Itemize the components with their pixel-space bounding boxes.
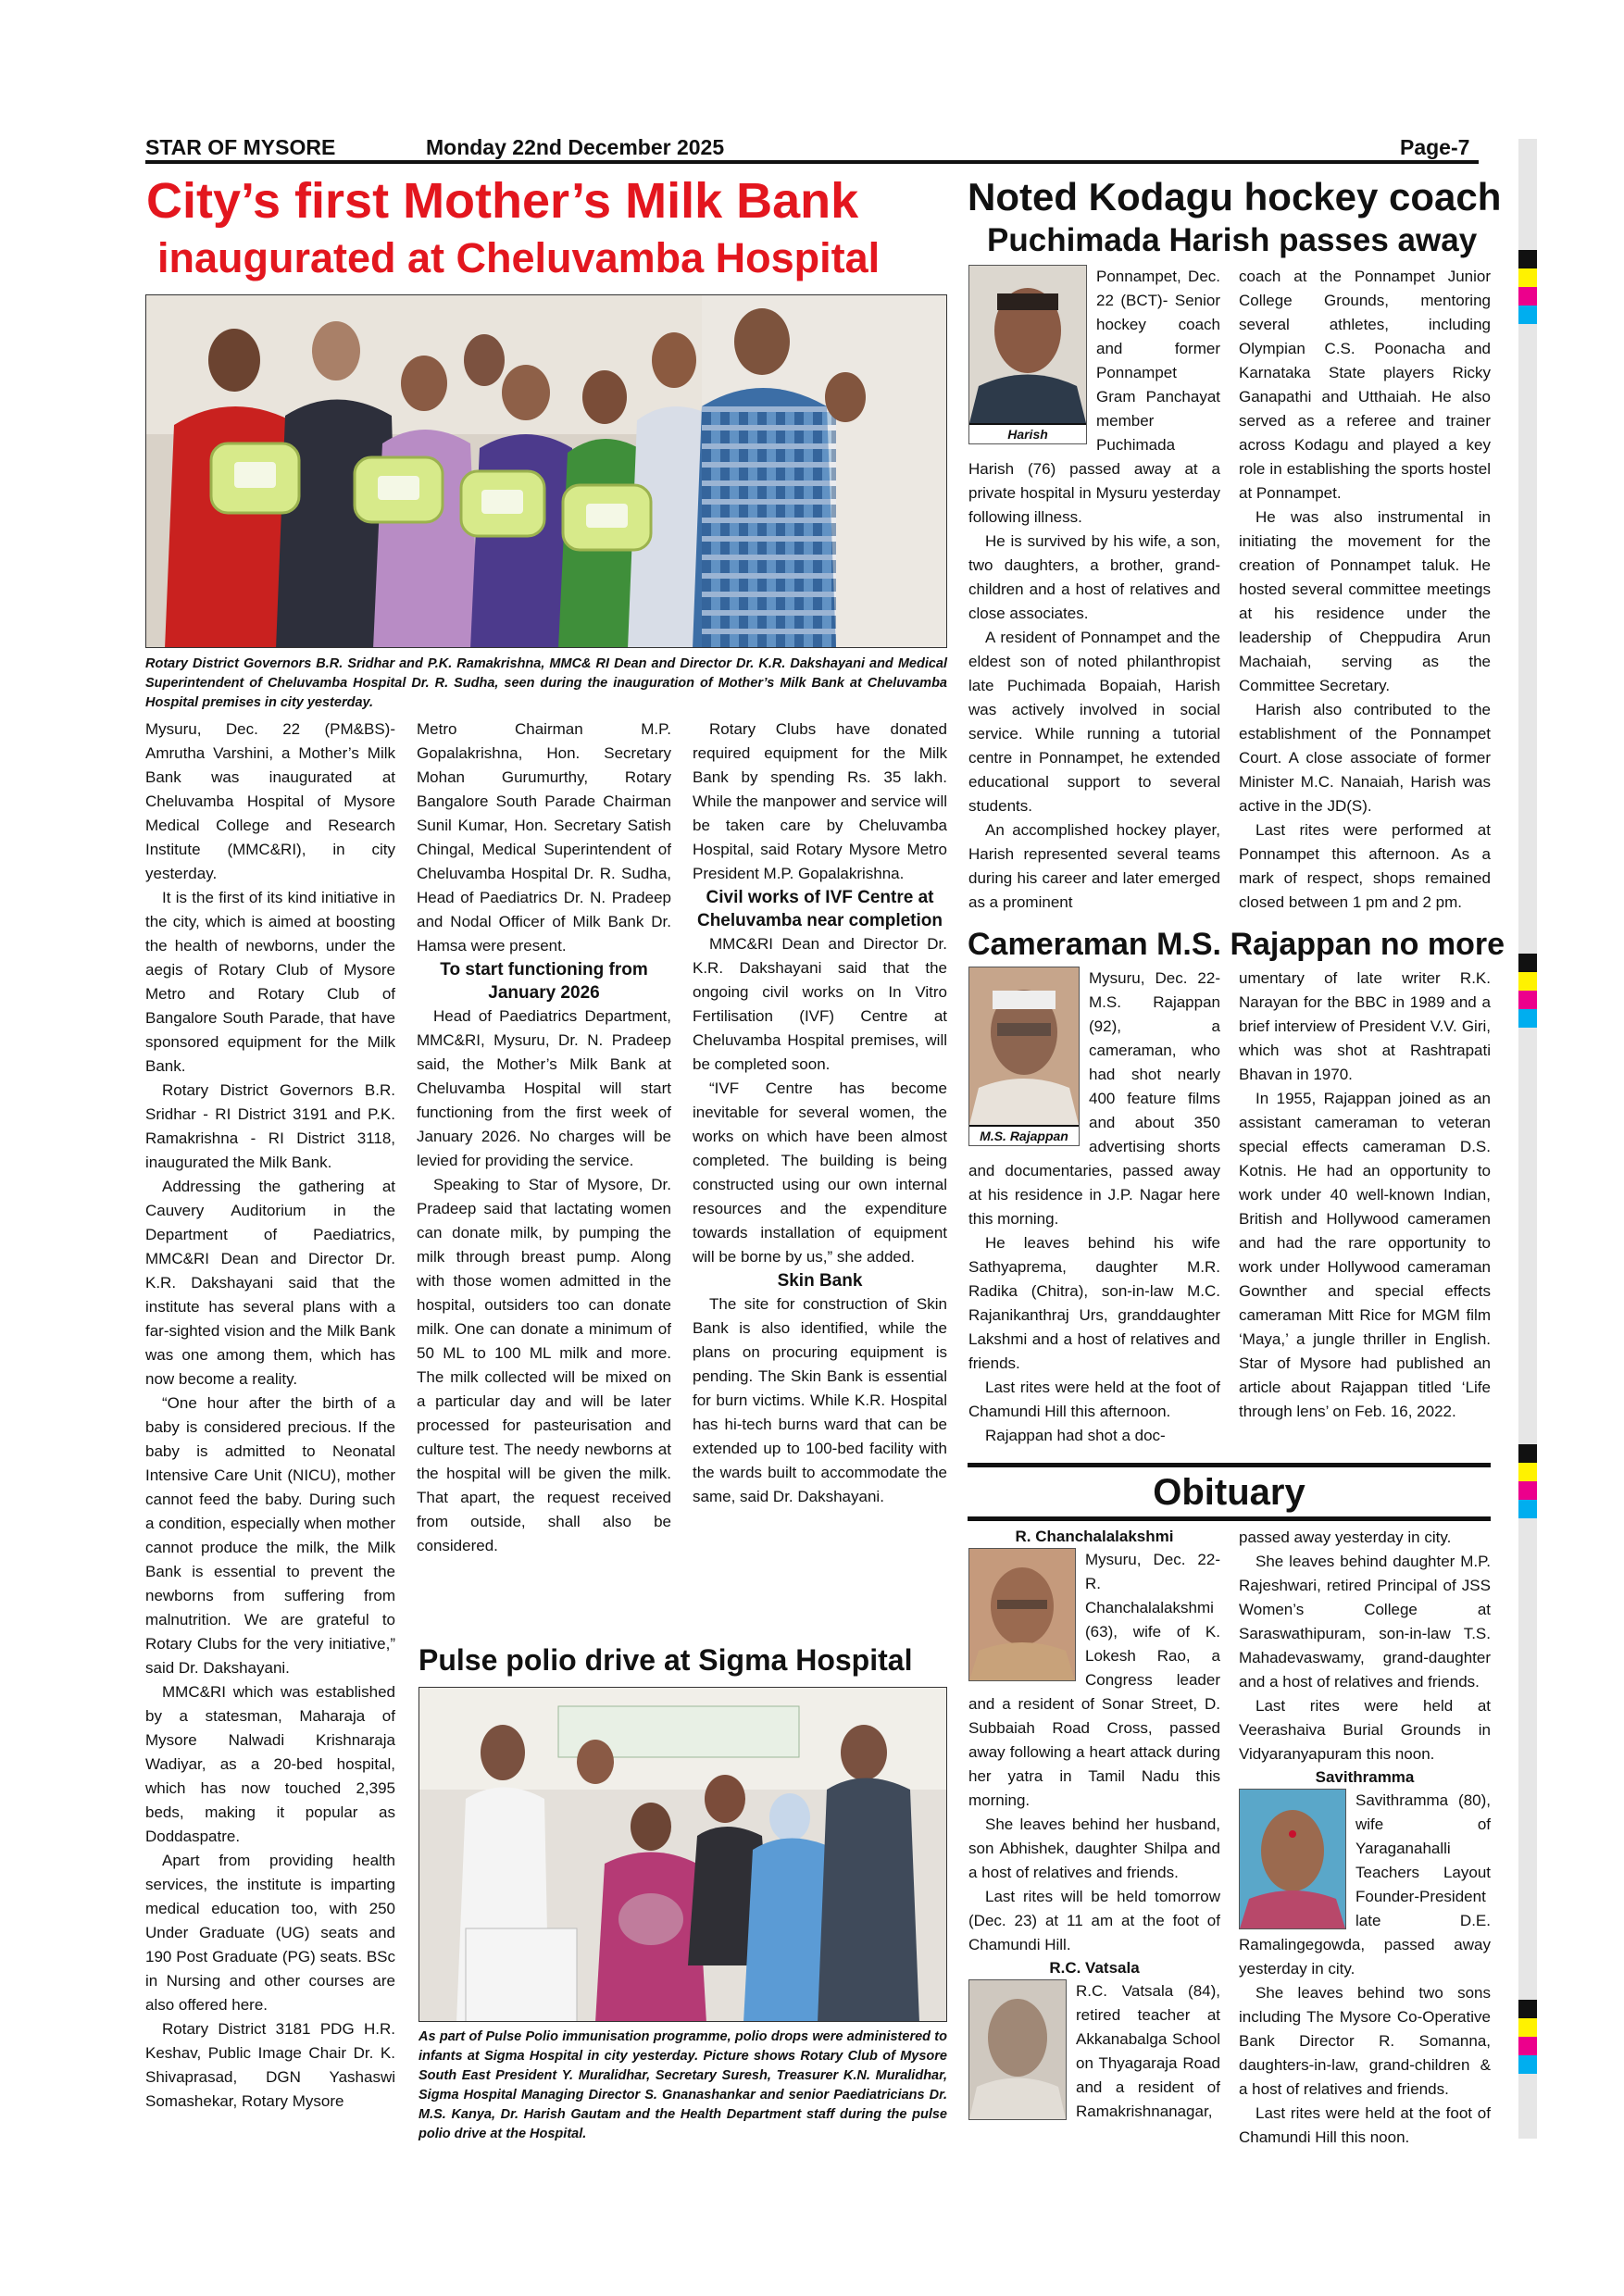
cameraman-headline: Cameraman M.S. Rajappan no more — [968, 927, 1505, 962]
paragraph: MMC&RI Dean and Director Dr. K.R. Dakshayani said that the ongoing civil works on In Vitro Fertilisation (IVF) Centre at Cheluvamba Hospital premises, will be completed soon. — [693, 935, 947, 1073]
paragraph: Mysuru, Dec. 22 (PM&BS)- Amrutha Varshini, a Mother’s Milk Bank was inaugurated at Cheluvamba Hospital of Mysore Medical College and Research Institute (MMC&RI), in city yesterday. — [145, 720, 395, 882]
cmyk-marks — [1518, 2000, 1537, 2074]
margin-strip — [1518, 324, 1537, 954]
paragraph: Rotary Clubs have donated required equipment for the Milk Bank by spending Rs. 35 lakh. While the manpower and service will be taken care by Cheluvamba Hospital, said Rotary Mysore Metro President M.P. Gopalakrishna. — [693, 720, 947, 882]
paragraph: The site for construction of Skin Bank is also identified, while the plans on procuring equipment is pending. The Skin Bank is essential for burn victims. While K.R. Hospital has hi-tech burns ward that can be extended up to 100-bed facility with the wards built to accommodate the same, said Dr. Dakshayani. — [693, 1295, 947, 1505]
header-rule — [145, 160, 1479, 164]
chanchalalakshmi-portrait — [968, 1548, 1076, 1681]
paragraph: Savithramma (80), wife of Yaraganahalli Teachers Layout Founder-President late D.E. Ramalingegowda, passed away yesterday in city. — [1239, 1791, 1491, 1978]
vatsala-portrait — [968, 1979, 1067, 2120]
paragraph: Harish also contributed to the establishment of the Ponnampet Court. A close associate of former Minister M.C. Nanaiah, Harish was active in the JD(S). — [1239, 701, 1491, 815]
milk-bank-column-1 — [145, 718, 395, 2171]
cmyk-marks — [1518, 1444, 1537, 1518]
paragraph: “IVF Centre has become inevitable for several women, the works on which have been almost completed. The building is being constructed using our own internal resources and the expenditure towards installation of equipment will be borne by us,” she added. — [693, 1079, 947, 1266]
cmyk-marks — [1518, 250, 1537, 324]
milk-bank-headline-line1: City’s first Mother’s Milk Bank — [146, 173, 859, 229]
paragraph: He was also instrumental in initiating the movement for the creation of Ponnampet taluk. He hosted several committee meetings at his residence under the leadership of Cheppudira Arun Machaiah, serving as the Committee Secretary. — [1239, 508, 1491, 694]
obituary-bottom-rule — [968, 1516, 1491, 1521]
paragraph: MMC&RI which was established by a statesman, Maharaja of Mysore Nalwadi Krishnaraja Wadiyar, as a 20-bed hospital, which has now touched 2,395 beds, making it popular as Doddaspatre. — [145, 1683, 395, 1845]
newspaper-name: STAR OF MYSORE — [145, 135, 336, 159]
harish-photo — [969, 266, 1086, 423]
paragraph: “One hour after the birth of a baby is considered precious. If the baby is admitted to Neonatal Intensive Care Unit (NICU), mother cannot feed the baby. During such a condition, especially when mother cannot produce the milk, the Milk Bank is essential to prevent the newborns from suffering from malnutrition. We are grateful to Rotary Clubs for the very initiative,” said Dr. Dakshayani. — [145, 1394, 395, 1677]
obituary-name-savithramma: Savithramma — [1315, 1768, 1415, 1786]
paragraph: He is survived by his wife, a son, two daughters, a brother, grand-children and a host of relatives and close associates. — [968, 532, 1220, 622]
paragraph: He leaves behind his wife Sathyaprema, daughter M.R. Radika (Chitra), son-in-law M.C. Rajanikanthraj Urs, granddaughter Lakshmi and a host of relatives and friends. — [968, 1234, 1220, 1372]
obituary-name-vatsala: R.C. Vatsala — [1049, 1959, 1140, 1977]
savithramma-photo — [1240, 1790, 1345, 1928]
obituary-top-rule — [968, 1463, 1491, 1467]
obituary-column-1 — [968, 1526, 1220, 2183]
pulse-polio-photo-caption: As part of Pulse Polio immunisation programme, polio drops were administered to infants at Sigma Hospital in city yesterday. Picture shows Rotary Club of Mysore South East President Y. Muralidhar, Secretary Suresh, Treasurer K.N. Muralidhar, Sigma Hospital Managing Director S. Gnanashankar and senior Paediatricians Dr. M.S. Kanya, Dr. Harish Gautam and the Health Department staff during the pulse polio drive at the Hospital. — [418, 2029, 947, 2141]
harish-photo-caption: Harish — [969, 423, 1086, 443]
paragraph: Last rites were held at the foot of Chamundi Hill this noon. — [1239, 2104, 1491, 2146]
paragraph: Last rites were held at the foot of Chamundi Hill this afternoon. — [968, 1379, 1220, 1420]
pulse-polio-headline: Pulse polio drive at Sigma Hospital — [418, 1643, 913, 1677]
page-number: Page-7 — [1400, 135, 1470, 159]
paragraph: Ponnampet, Dec. 22 (BCT)- Senior hockey coach and former Ponnampet Gram Panchayat member Puchimada Harish (76) passed away at a private hospital in Mysuru yesterday following illness. — [968, 268, 1220, 526]
milk-bank-headline-line2: inaugurated at Cheluvamba Hospital — [157, 234, 881, 281]
paragraph: Last rites were performed at Ponnampet this afternoon. As a mark of respect, shops remained closed between 1 pm and 2 pm. — [1239, 821, 1491, 911]
milk-bank-inauguration-photo — [145, 294, 947, 648]
paragraph: Rotary District 3181 PDG H.R. Keshav, Public Image Chair Dr. K. Shivaprasad, DGN Yashaswi Somashekar, Rotary Mysore — [145, 2020, 395, 2110]
margin-strip — [1518, 2074, 1537, 2139]
issue-date: Monday 22nd December 2025 — [426, 135, 725, 159]
paragraph: coach at the Ponnampet Junior College Grounds, mentoring several athletes, including Olympian C.S. Poonacha and Karnataka State players Ricky Ganapathi and Utthaiah. He also served as a referee and trainer across Kodagu and played a key role in establishing the sports hostel at Ponnampet. — [1239, 268, 1491, 502]
paragraph: Apart from providing health services, the institute is imparting medical education too, with 250 Under Graduate (UG) seats and 190 Post Graduate (PG) seats. BSc in Nursing and other courses are also offered here. — [145, 1852, 395, 2014]
cameraman-column-1 — [968, 967, 1220, 1457]
margin-strip — [1518, 1518, 1537, 2000]
paragraph: An accomplished hockey player, Harish represented several teams during his career and later emerged as a prominent — [968, 821, 1220, 911]
rajappan-photo-caption: M.S. Rajappan — [969, 1125, 1079, 1145]
paragraph: Head of Paediatrics Department, MMC&RI, Mysuru, Dr. N. Pradeep said, the Mother’s Milk Bank at Cheluvamba Hospital will start functioning from the first week of January 2026. No charges will be levied for providing the service. — [417, 1007, 671, 1169]
subheading-skin-bank: Skin Bank — [777, 1271, 863, 1291]
cameraman-column-2 — [1239, 967, 1491, 1457]
milk-bank-column-3 — [693, 718, 947, 1625]
paragraph: Addressing the gathering at Cauvery Auditorium in the Department of Paediatrics, MMC&RI Dean and Director Dr. K.R. Dakshayani said that the institute has several plans with a far-sighted vision and the Milk Bank was one among them, which has now become a reality. — [145, 1178, 395, 1388]
paragraph: umentary of late writer R.K. Narayan for the BBC in 1989 and a brief interview of President V.V. Giri, which was shot at Rashtrapati Bhavan in 1970. — [1239, 969, 1491, 1083]
obituary-heading: Obituary — [1153, 1472, 1305, 1513]
paragraph: She leaves behind daughter M.P. Rajeshwari, retired Principal of JSS Women’s College at Saraswathipuram, son-in-law T.S. Mahadevaswamy, grand-daughter and a host of relatives and friends. — [1239, 1553, 1491, 1691]
paragraph: passed away yesterday in city. — [1239, 1529, 1452, 1546]
margin-strip — [1518, 139, 1537, 250]
paragraph: R.C. Vatsala (84), retired teacher at Akkanabalga School on Thyagaraja Road and a resident of Ramakrishnanagar, — [1076, 1982, 1220, 2120]
paragraph: Mysuru, Dec. 22- R. Chanchalalakshmi (63), wife of K. Lokesh Rao, a Congress leader and a resident of Sonar Street, D. Subbaiah Road Cross, passed away following a heart attack during her yatra in Tamil Nadu this morning. — [968, 1551, 1220, 1809]
paragraph: Last rites were held at Veerashaiva Burial Grounds in Vidyaranyapuram this noon. — [1239, 1697, 1491, 1763]
milk-bank-column-2 — [417, 718, 671, 1625]
paragraph: It is the first of its kind initiative in the city, which is aimed at boosting the health of newborns, under the aegis of Rotary Club of Mysore Metro and Rotary Club of Bangalore South Parade, that have sponsored equipment for the Milk Bank. — [145, 889, 395, 1075]
vatsala-photo — [969, 1980, 1066, 2119]
hockey-headline-line2: Puchimada Harish passes away — [987, 222, 1478, 258]
paragraph: Mysuru, Dec. 22- M.S. Rajappan (92), a cameraman, who had shot nearly 400 feature films and about 350 advertising shorts and documentaries, passed away at his residence in J.P. Nagar here this morning. — [968, 969, 1220, 1228]
savithramma-portrait — [1239, 1789, 1346, 1929]
cmyk-marks — [1518, 954, 1537, 1028]
hockey-headline-line1: Noted Kodagu hockey coach — [968, 175, 1502, 218]
milk-bank-photo-caption: Rotary District Governors B.R. Sridhar and P.K. Ramakrishna, MMC& RI Dean and Director Dr. K.R. Dakshayani and Medical Superintendent of Cheluvamba Hospital Dr. R. Sudha, seen during the inauguration of Mother’s Milk Bank at Cheluvamba Hospital premises in city yesterday. — [145, 656, 947, 710]
subheading-start-functioning: To start functioning from January 2026 — [440, 960, 648, 1003]
subheading-ivf-centre: Civil works of IVF Centre at Cheluvamba near completion — [696, 888, 943, 930]
obituary-name-chanchalalakshmi: R. Chanchalalakshmi — [1015, 1528, 1174, 1545]
paragraph: Rajappan had shot a doc- — [985, 1427, 1166, 1444]
margin-strip — [1518, 1028, 1537, 1444]
paragraph: She leaves behind her husband, son Abhishek, daughter Shilpa and a host of relatives and friends. — [968, 1816, 1220, 1881]
paragraph: Metro Chairman M.P. Gopalakrishna, Hon. Secretary Mohan Gurumurthy, Rotary Bangalore South Parade Chairman Sunil Kumar, Hon. Secretary Satish Chingal, Medical Superintendent of Cheluvamba Hospital Dr. R. Sudha, Head of Paediatrics Dr. N. Pradeep and Nodal Officer of Milk Bank Dr. Hamsa were present. — [417, 720, 671, 955]
rajappan-portrait — [968, 967, 1080, 1146]
hockey-column-2 — [1239, 265, 1491, 922]
paragraph: A resident of Ponnampet and the eldest son of noted philanthropist late Puchimada Bopaiah, Harish was actively involved in social service. While running a tutorial centre in Ponnampet, he extended educational support to several students. — [968, 629, 1220, 815]
paragraph: She leaves behind two sons including The Mysore Co-Operative Bank Director R. Somanna, daughters-in-law, grand-children & a host of relatives and friends. — [1239, 1984, 1491, 2098]
harish-portrait — [968, 265, 1087, 444]
paragraph: Rotary District Governors B.R. Sridhar - RI District 3191 and P.K. Ramakrishna - RI District 3118, inaugurated the Milk Bank. — [145, 1081, 395, 1171]
rajappan-photo — [969, 967, 1079, 1125]
hockey-column-1 — [968, 265, 1220, 922]
pulse-polio-photo — [418, 1687, 947, 2022]
obituary-column-2 — [1239, 1526, 1491, 2183]
paragraph: Speaking to Star of Mysore, Dr. Pradeep said that lactating women can donate milk, by pumping the milk through breast pump. Along with those women admitted in the hospital, outsiders too can donate milk. One can donate a minimum of 50 ML to 100 ML milk and more. The milk collected will be mixed on a particular day and will be later processed for pasteurisation and culture test. The needy newborns at the hospital will be given the milk. That apart, the request received from outside, shall also be considered. — [417, 1176, 671, 1554]
paragraph: In 1955, Rajappan joined as an assistant cameraman to veteran special effects cameraman D.S. Kotnis. He had an opportunity to work under 40 well-known Indian, British and Hollywood cameramen and had the rare opportunity to work under Hollywood cameraman Gownther and special effects cameraman Mitt Rice for MGM film ‘Maya,’ a jungle thriller in English. Star of Mysore had published an article about Rajappan titled ‘Life through lens’ on Feb. 16, 2022. — [1239, 1090, 1491, 1420]
paragraph: Last rites will be held tomorrow (Dec. 23) at 11 am at the foot of Chamundi Hill. — [968, 1888, 1220, 1953]
chanchalalakshmi-photo — [969, 1549, 1075, 1680]
